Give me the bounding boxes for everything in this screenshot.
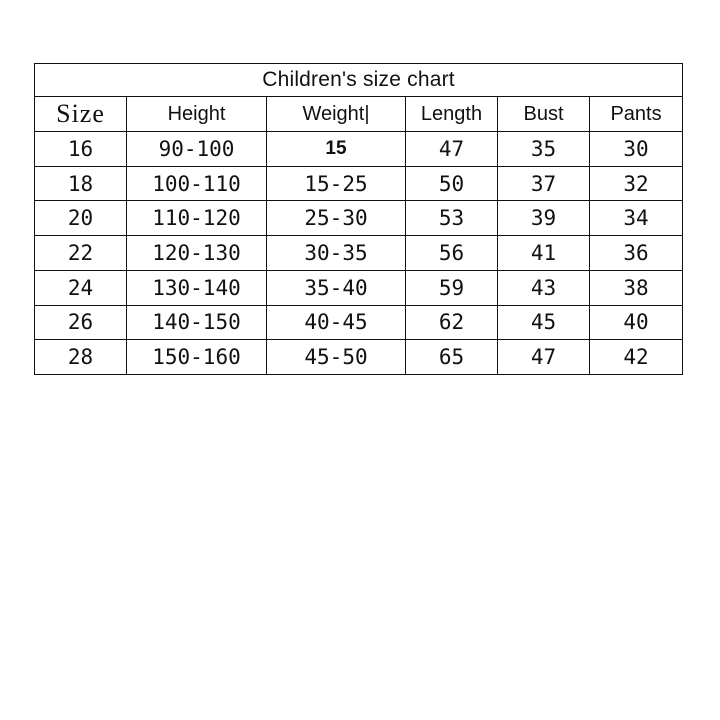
chart-title: Children's size chart	[35, 64, 683, 97]
weight-cell: 45-50	[267, 340, 406, 375]
weight-cell: 35-40	[267, 270, 406, 305]
weight-cell: 15	[267, 132, 406, 167]
weight-cell: 30-35	[267, 236, 406, 271]
column-header-weight: Weight|	[267, 97, 406, 132]
height-cell: 120-130	[127, 236, 267, 271]
column-header-height: Height	[127, 97, 267, 132]
bust-cell: 37	[498, 166, 590, 201]
height-cell: 140-150	[127, 305, 267, 340]
length-cell: 53	[406, 201, 498, 236]
bust-cell: 39	[498, 201, 590, 236]
table-row	[35, 236, 683, 271]
weight-cell: 15-25	[267, 166, 406, 201]
column-header-length: Length	[406, 97, 498, 132]
height-cell: 90-100	[127, 132, 267, 167]
height-cell: 130-140	[127, 270, 267, 305]
column-header-bust: Bust	[498, 97, 590, 132]
size-cell: 22	[35, 236, 127, 271]
size-cell: 16	[35, 132, 127, 167]
length-cell: 47	[406, 132, 498, 167]
pants-cell: 34	[590, 201, 683, 236]
length-cell: 56	[406, 236, 498, 271]
height-cell: 150-160	[127, 340, 267, 375]
table-row	[35, 132, 683, 167]
title-row	[35, 64, 683, 97]
size-cell: 28	[35, 340, 127, 375]
pants-cell: 40	[590, 305, 683, 340]
length-cell: 65	[406, 340, 498, 375]
bust-cell: 45	[498, 305, 590, 340]
weight-cell: 25-30	[267, 201, 406, 236]
column-header-size: Size	[35, 97, 127, 132]
pants-cell: 30	[590, 132, 683, 167]
length-cell: 59	[406, 270, 498, 305]
table-row	[35, 201, 683, 236]
pants-cell: 38	[590, 270, 683, 305]
pants-cell: 36	[590, 236, 683, 271]
size-chart-table	[34, 63, 683, 375]
table-row	[35, 166, 683, 201]
size-cell: 26	[35, 305, 127, 340]
column-header-pants: Pants	[590, 97, 683, 132]
bust-cell: 41	[498, 236, 590, 271]
bust-cell: 43	[498, 270, 590, 305]
table-row	[35, 270, 683, 305]
bust-cell: 47	[498, 340, 590, 375]
length-cell: 50	[406, 166, 498, 201]
length-cell: 62	[406, 305, 498, 340]
bust-cell: 35	[498, 132, 590, 167]
pants-cell: 32	[590, 166, 683, 201]
pants-cell: 42	[590, 340, 683, 375]
height-cell: 110-120	[127, 201, 267, 236]
size-cell: 18	[35, 166, 127, 201]
size-cell: 24	[35, 270, 127, 305]
weight-cell: 40-45	[267, 305, 406, 340]
table-row	[35, 305, 683, 340]
header-row	[35, 97, 683, 132]
table-row	[35, 340, 683, 375]
size-cell: 20	[35, 201, 127, 236]
height-cell: 100-110	[127, 166, 267, 201]
